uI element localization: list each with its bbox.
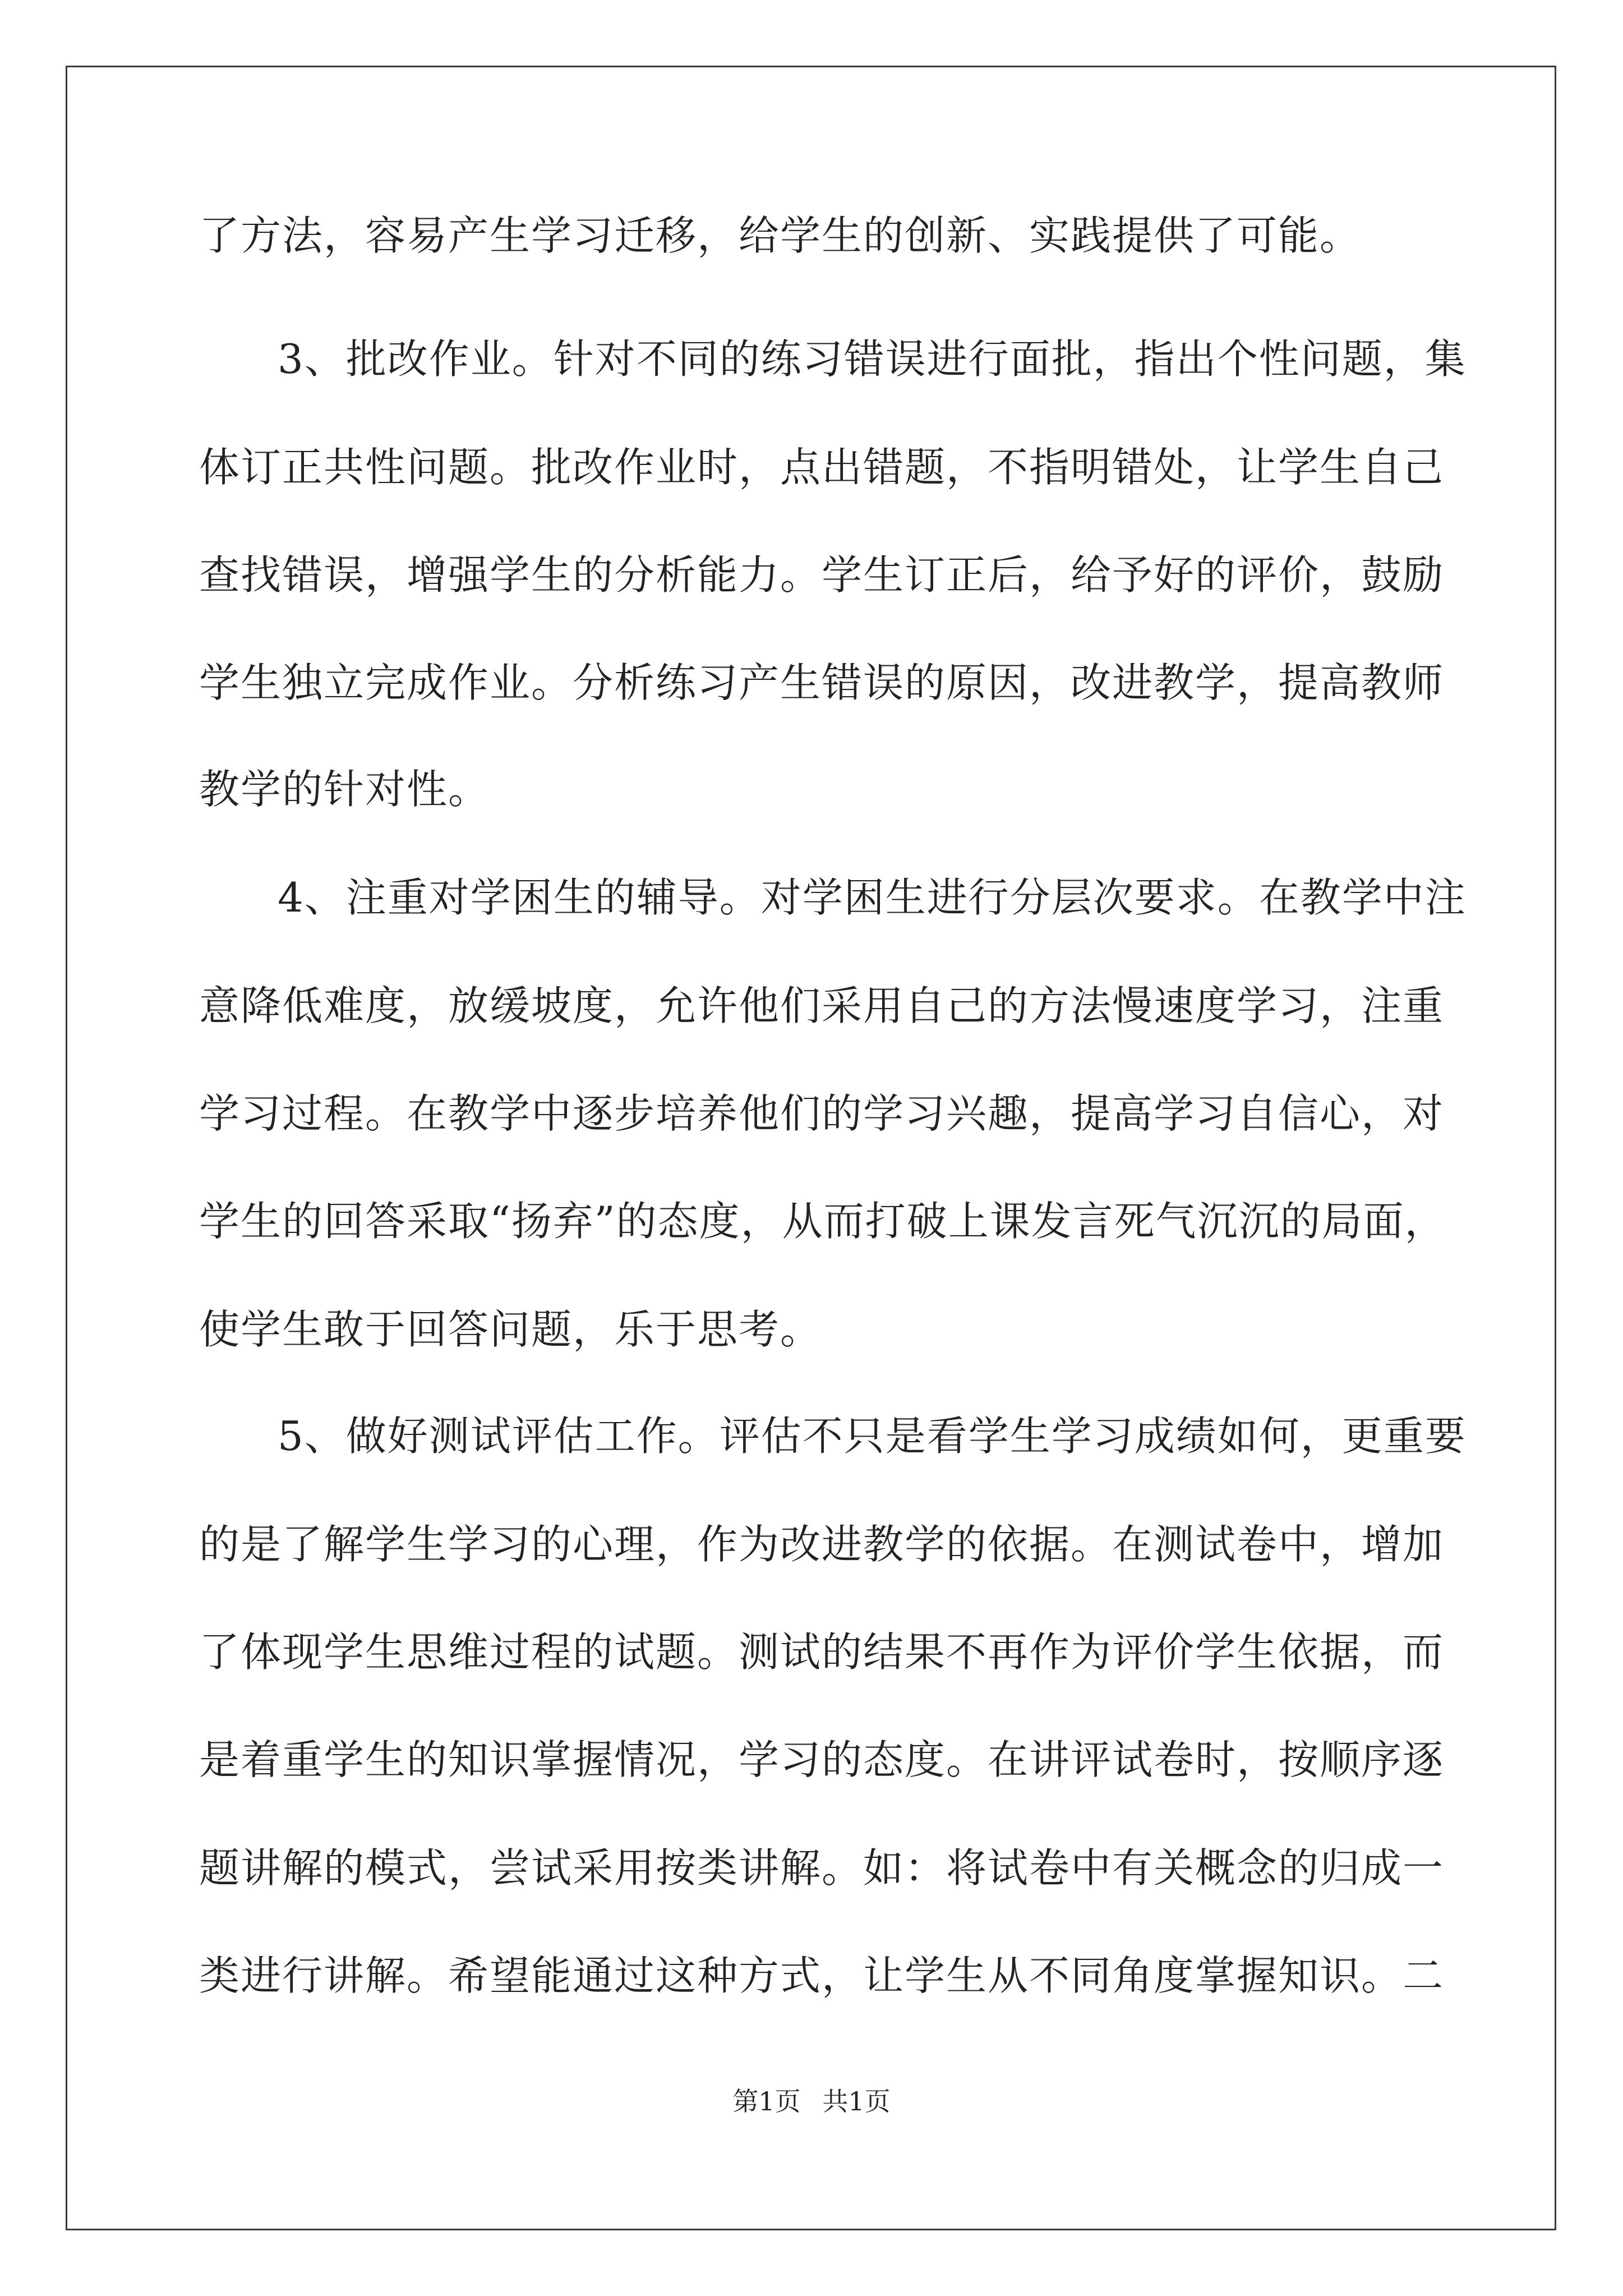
text-line-16: 题讲解的模式，尝试采用按类讲解。如：将试卷中有关概念的归成一 bbox=[199, 1844, 1445, 1892]
text-line-1: 了方法，容易产生学习迁移，给学生的创新、实践提供了可能。 bbox=[199, 212, 1362, 259]
page-footer bbox=[0, 2081, 1623, 2118]
text-line-10: 学生的回答采取“扬弃”的态度，从而打破上课发言死气沉沉的局面， bbox=[199, 1198, 1446, 1245]
page-border bbox=[66, 66, 1556, 2230]
text-line-4: 查找错误，增强学生的分析能力。学生订正后，给予好的评价，鼓励 bbox=[199, 551, 1445, 599]
text-line-5: 学生独立完成作业。分析练习产生错误的原因，改进教学，提高教师 bbox=[199, 659, 1445, 706]
page-number: 第1页 bbox=[732, 2086, 801, 2116]
text-line-6: 教学的针对性。 bbox=[199, 766, 490, 813]
text-line-17: 类进行讲解。希望能通过这种方式，让学生从不同角度掌握知识。二 bbox=[199, 1952, 1445, 1999]
text-line-11: 使学生敢于回答问题，乐于思考。 bbox=[199, 1306, 822, 1353]
text-line-7: 4、注重对学困生的辅导。对学困生进行分层次要求。在教学中注 bbox=[278, 874, 1467, 921]
text-line-9: 学习过程。在教学中逐步培养他们的学习兴趣，提高学习自信心，对 bbox=[199, 1090, 1445, 1137]
text-line-3: 体订正共性问题。批改作业时，点出错题，不指明错处，让学生自己 bbox=[199, 444, 1445, 491]
text-line-8: 意降低难度，放缓坡度，允许他们采用自己的方法慢速度学习，注重 bbox=[199, 982, 1445, 1029]
text-line-14: 了体现学生思维过程的试题。测试的结果不再作为评价学生依据，而 bbox=[199, 1628, 1445, 1676]
text-line-13: 的是了解学生学习的心理，作为改进教学的依据。在测试卷中，增加 bbox=[199, 1521, 1445, 1568]
text-line-15: 是着重学生的知识掌握情况，学习的态度。在讲评试卷时，按顺序逐 bbox=[199, 1736, 1445, 1783]
text-line-12: 5、做好测试评估工作。评估不只是看学生学习成绩如何，更重要 bbox=[278, 1412, 1467, 1460]
text-line-2: 3、批改作业。针对不同的练习错误进行面批，指出个性问题，集 bbox=[278, 335, 1467, 383]
page-total: 共1页 bbox=[822, 2086, 891, 2116]
